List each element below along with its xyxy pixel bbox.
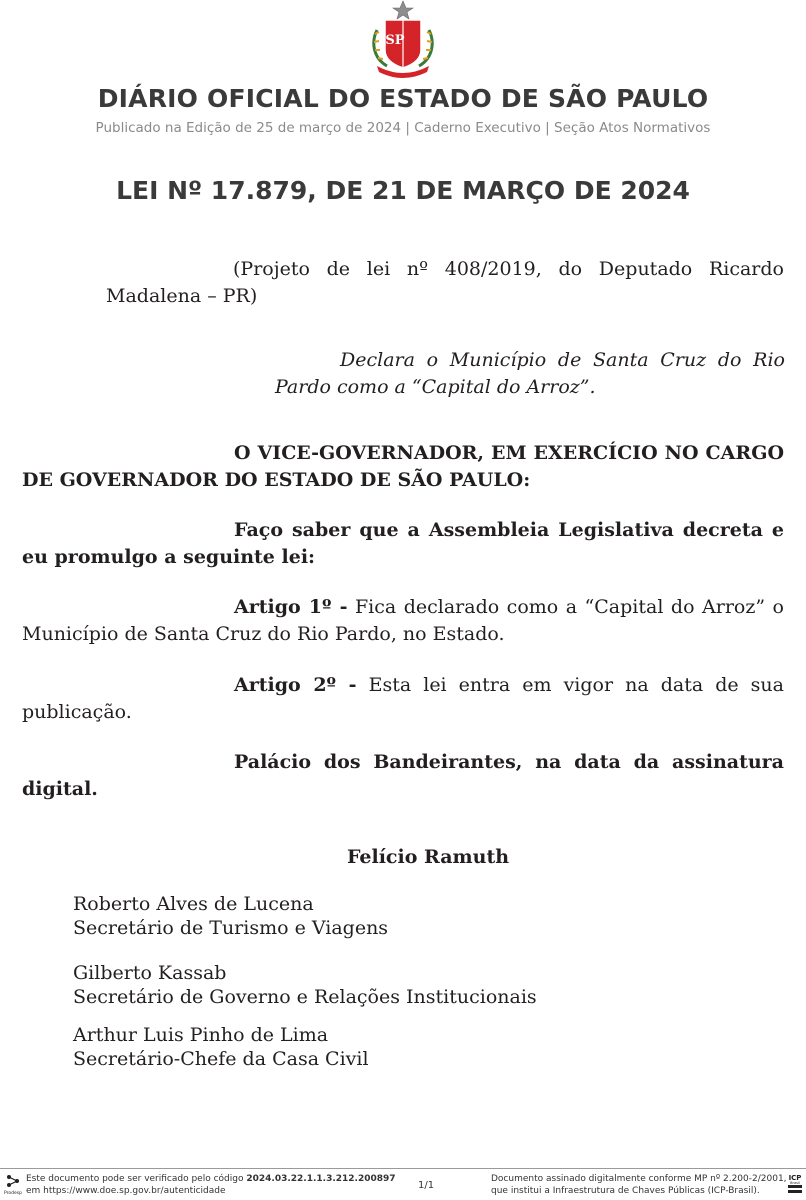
article-2-label: Artigo 2º - xyxy=(234,674,357,696)
secretary-role: Secretário de Governo e Relações Institucionais xyxy=(73,986,537,1008)
prodesp-logo-icon xyxy=(3,1172,23,1198)
secretary-name: Roberto Alves de Lucena xyxy=(73,893,314,915)
verification-note: Este documento pode ser verificado pelo código 2024.03.22.1.1.3.212.200897 em https://www.doe.sp.gov.br/autenticidade xyxy=(26,1173,406,1197)
article-1-label: Artigo 1º - xyxy=(234,596,348,618)
icp-brasil-logo-icon xyxy=(785,1172,805,1198)
digital-signature-note: Documento assinado digitalmente conforme MP nº 2.200-2/2001, que institui a Infraestrutura de Chaves Públicas (ICP-Brasil). xyxy=(491,1174,787,1196)
icp-label: ICP xyxy=(788,1174,802,1182)
enactment-clause: Faço saber que a Assembleia Legislativa decreta e eu promulgo a seguinte lei: xyxy=(22,519,784,568)
sao-paulo-coat-of-arms-icon xyxy=(365,0,441,78)
prodesp-label: Prodesp xyxy=(4,1191,22,1196)
verification-code: 2024.03.22.1.1.3.212.200897 xyxy=(246,1174,396,1184)
bill-reference: (Projeto de lei nº 408/2019, do Deputado Ricardo Madalena – PR) xyxy=(106,258,784,307)
secretary-role: Secretário-Chefe da Casa Civil xyxy=(73,1048,369,1070)
secretary-name: Arthur Luis Pinho de Lima xyxy=(73,1024,329,1046)
footer-divider xyxy=(0,1168,806,1169)
publication-info: Publicado na Edição de 25 de março de 2024 | Caderno Executivo | Seção Atos Normativos xyxy=(95,120,711,136)
secretary-block xyxy=(73,961,537,1009)
article-1: Artigo 1º - Fica declarado como a “Capital do Arroz” o Município de Santa Cruz do Rio Pardo, no Estado. xyxy=(22,596,785,645)
secretary-role: Secretário de Turismo e Viagens xyxy=(73,917,389,939)
seal-letters: SP xyxy=(385,33,405,48)
preamble: O VICE-GOVERNADOR, EM EXERCÍCIO NO CARGO DE GOVERNADOR DO ESTADO DE SÃO PAULO: xyxy=(22,442,784,491)
governor-signature-name: Felício Ramuth xyxy=(346,846,510,868)
secretary-block xyxy=(73,892,388,940)
secretary-name: Gilberto Kassab xyxy=(73,962,227,984)
icp-sublabel: Brasil xyxy=(790,1181,800,1185)
article-2: Artigo 2º - Esta lei entra em vigor na data de sua publicação. xyxy=(22,674,784,723)
law-summary: Declara o Município de Santa Cruz do Rio Pardo como a “Capital do Arroz”. xyxy=(275,349,785,398)
secretary-block xyxy=(73,1023,369,1071)
page-number: 1/1 xyxy=(418,1180,435,1191)
closing-clause: Palácio dos Bandeirantes, na data da assinatura digital. xyxy=(22,751,784,800)
newspaper-title: DIÁRIO OFICIAL DO ESTADO DE SÃO PAULO xyxy=(97,84,709,113)
law-title: LEI Nº 17.879, DE 21 DE MARÇO DE 2024 xyxy=(116,176,690,205)
verification-url[interactable]: em https://www.doe.sp.gov.br/autenticidade xyxy=(26,1186,226,1196)
